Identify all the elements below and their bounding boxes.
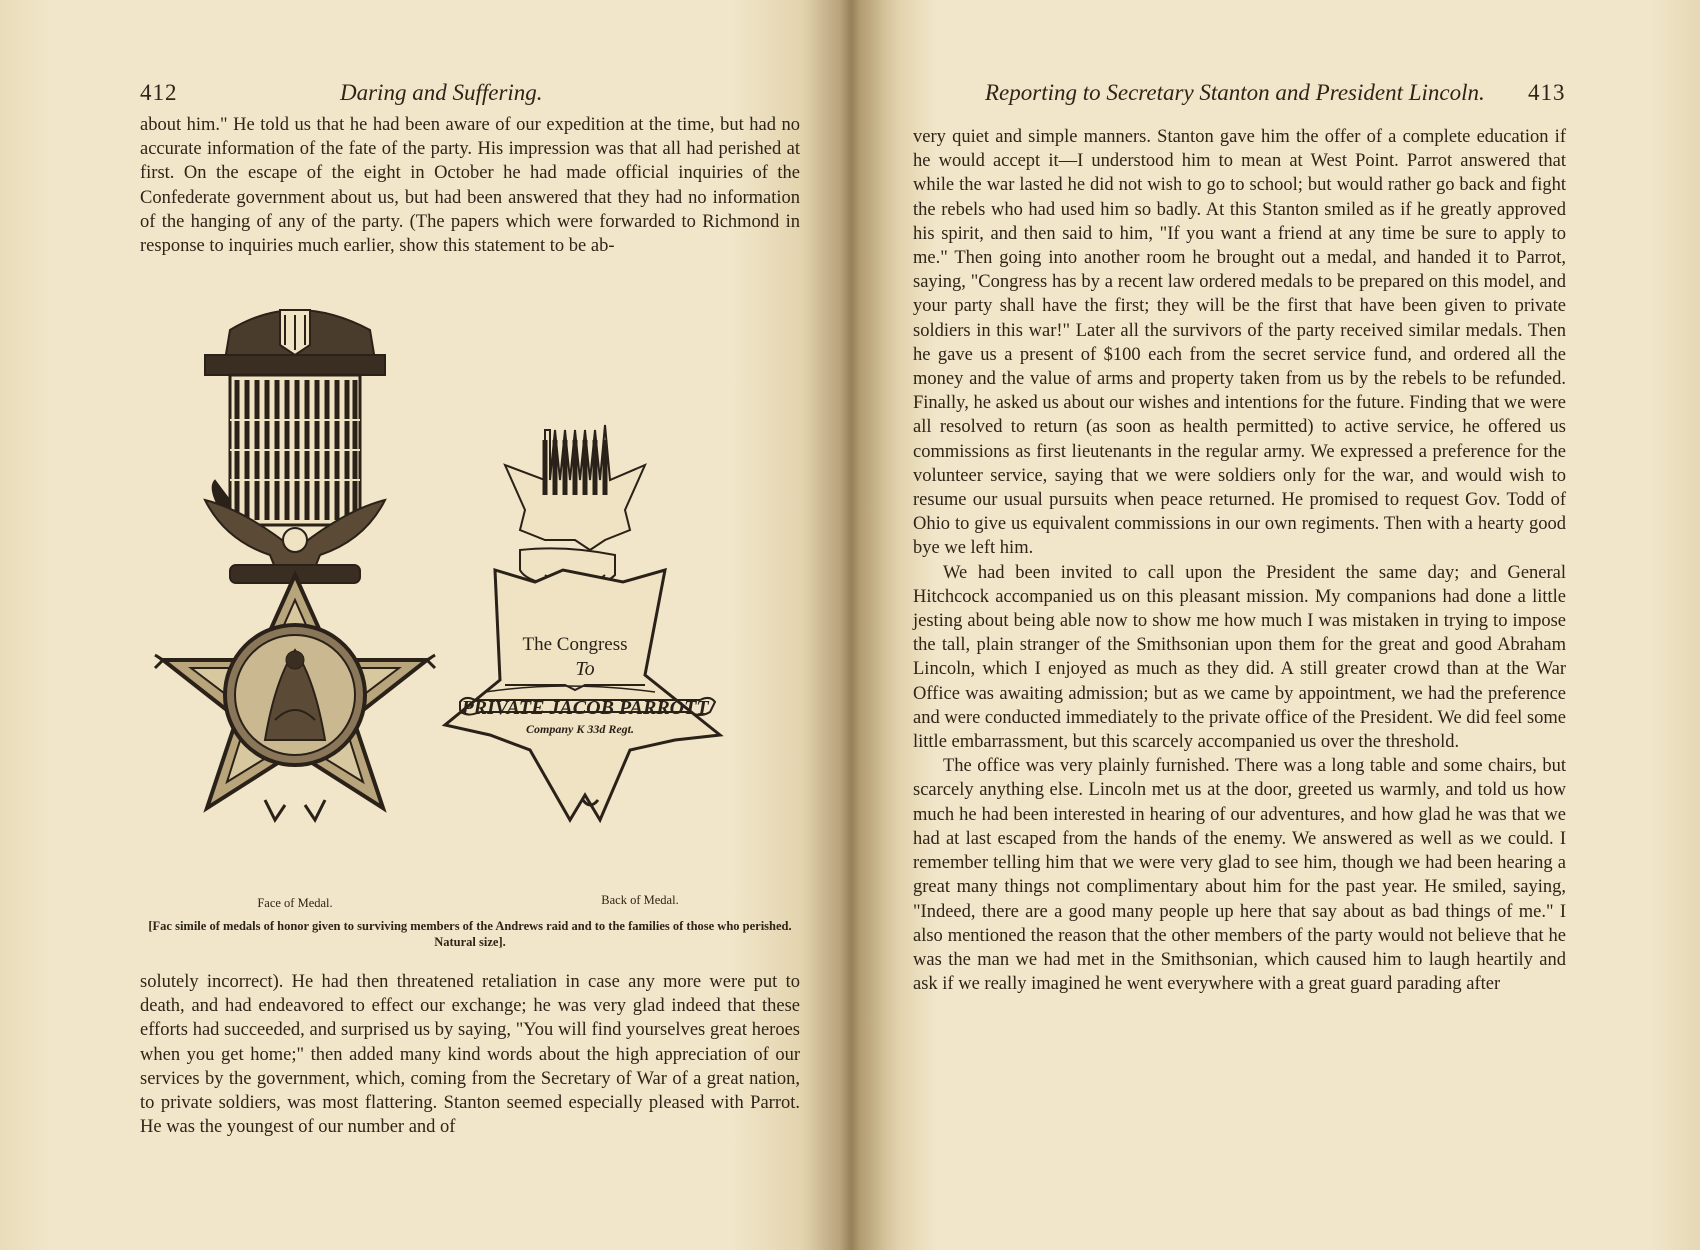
- right-body-text: [913, 125, 1566, 996]
- right-page: [851, 0, 1700, 1250]
- medal-illustration: [145, 300, 800, 960]
- right-page-number: 413: [1528, 80, 1566, 105]
- back-inscription-to: To: [575, 658, 595, 680]
- right-paragraph: We had been invited to call upon the President the same day; and General Hitchcock accompanied us on this pleasant mission. My companions had done a little jesting about being able now to show me how much I was mistaken in trying to impose the tall, plain stranger of the Smithsonian upon them for the great and good Abraham Lincoln, which I enjoyed as much as they did. A still greater crowd than at the War Office was awaiting admission; but as we came by appointment, we had the preference and were conducted immediately to the private office of the President. We did feel some little embarrassment, but this scarcely accompanied us over the threshold.: [913, 562, 1566, 753]
- left-running-head: Daring and Suffering.: [340, 80, 543, 105]
- left-top-text: [140, 113, 800, 258]
- medal-face-engraving: [155, 310, 435, 820]
- back-inscription-company: Company K 33d Regt.: [525, 722, 635, 736]
- left-page-number: 412: [140, 80, 178, 105]
- back-inscription-name: PRIVATE JACOB PARROTT: [461, 697, 709, 719]
- left-bottom-paragraph: solutely incorrect). He had then threatened retaliation in case any more were put to death, and had endeavored to effect our exchange; he was very glad indeed that these efforts had succeeded, and surprised us by saying, "You will find yourselves great heroes when you get home;" then added many kind words about the high appreciation of our services by the government, which, coming from the Secretary of War of a great nation, to private soldiers, was most flattering. Stanton seemed especially pleased with Parrot. He was the youngest of our number and of: [140, 972, 800, 1138]
- right-running-head: Reporting to Secretary Stanton and President Lincoln.: [985, 80, 1485, 105]
- left-top-paragraph: about him." He told us that he had been aware of our expedition at the time, but had no accurate information of the fate of the party. His impression was that all had perished at first. On the escape of the eight in October he had made official inquiries of the Confederate government about us, but had been answered that they had no information of the hanging of any of the party. (The papers which were forwarded to Richmond in response to inquiries much earlier, show this statement to be ab-: [140, 115, 800, 257]
- back-caption: Back of Medal.: [601, 893, 679, 907]
- right-paragraph: The office was very plainly furnished. There was a long table and some chairs, but scarcely anything else. Lincoln met us at the door, greeted us warmly, and told us how much he had been interested in hearing of our adventures, and how glad he was that we had at last escaped from the hands of the enemy. We answered as well as we could. I remember telling him that we were very glad to see him, though we had been hearing a great many things not complimentary about him for the past year. He smiled, saying, "Indeed, there are a good many people up here that say about as bad things of me." I also mentioned the reason that the other members of the party would not believe that he was the man we had met in the Smithsonian, which caused him to laugh heartily and ask if we really imagined he went everywhere with a great guard parading after: [913, 756, 1566, 995]
- face-caption: Face of Medal.: [257, 896, 333, 910]
- medal-back-engraving: [445, 425, 720, 820]
- figure-footnote: [Fac simile of medals of honor given to surviving members of the Andrews raid and to the families of those who perished. Natural size].: [148, 919, 792, 949]
- right-paragraph: very quiet and simple manners. Stanton gave him the offer of a complete education if he would accept it—I understood him to mean at West Point. Parrot answered that while the war lasted he did not wish to go to school; but would rather go back and fight the rebels who had used him so badly. At this Stanton smiled as if he greatly approved his spirit, and then said to him, "If you want a friend at any time be sure to apply to me." Then going into another room he brought out a medal, and handed it to Parrot, saying, "Congress has by a recent law ordered medals to be prepared on this model, and your party shall have the first; they will be the first that have been given to private soldiers in this war!" Later all the survivors of the party received similar medals. Then he gave us a present of $100 each from the secret service fund, and ordered all the money and the value of arms and property taken from us by the rebels to be refunded. Finally, he asked us about our wishes and intentions for the future. Finding that we were all resolved to return (as soon as health permitted) to active service, he offered us commissions as first lieutenants in the regular army. We expressed a preference for the volunteer service, saying that we were soldiers only for the war, and would wish to resume our usual pursuits when peace returned. He promised to request Gov. Todd of Ohio to give us equivalent commissions in our own regiments. Then with a hearty good bye we left him.: [913, 127, 1566, 559]
- left-bottom-text: [140, 970, 800, 1139]
- back-inscription-congress: The Congress: [522, 634, 628, 655]
